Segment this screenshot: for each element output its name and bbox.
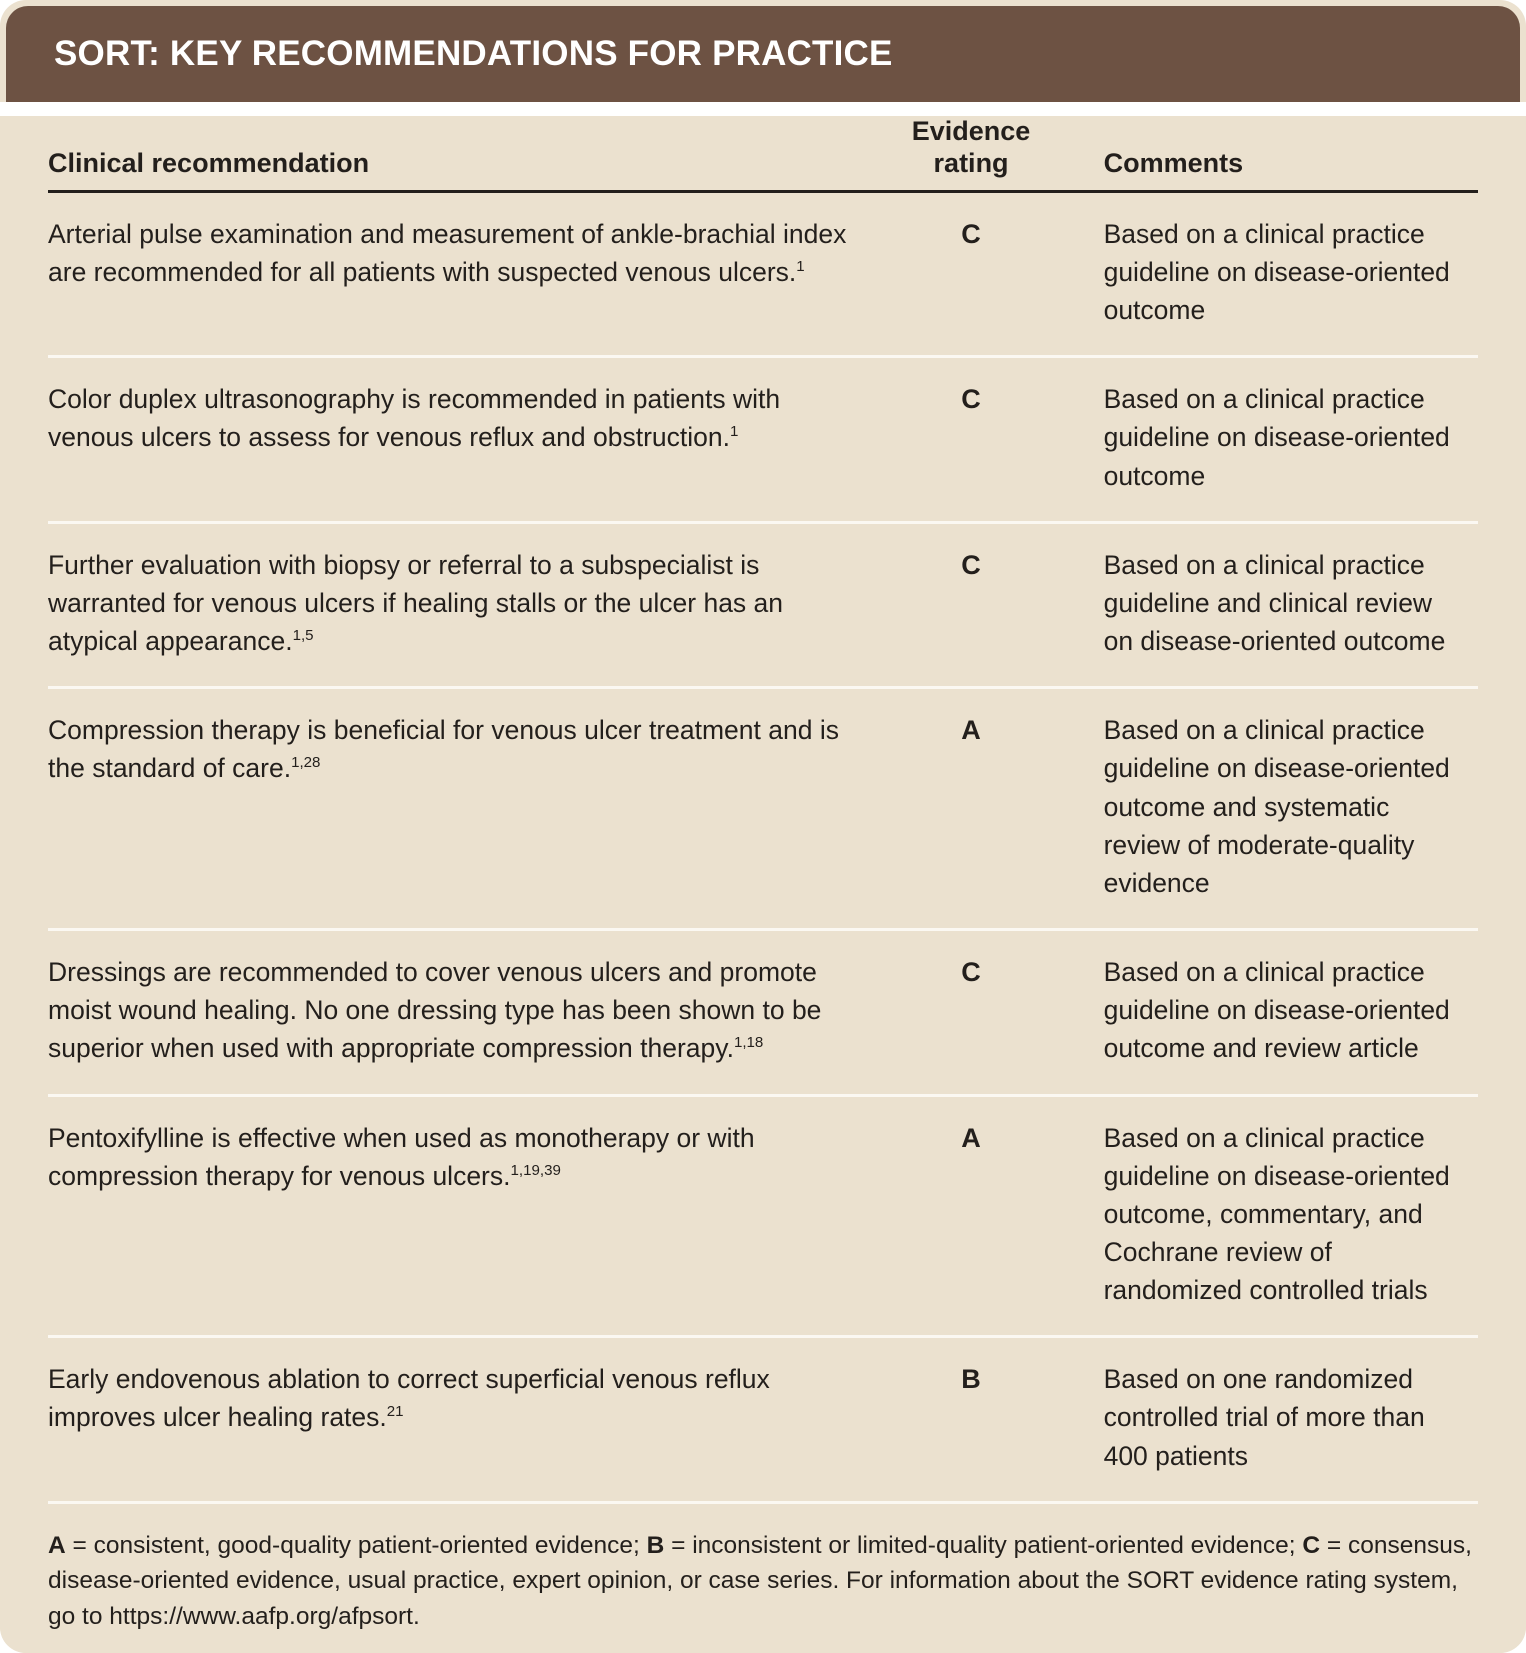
- column-header-evidence-rating-line2: rating: [933, 148, 1009, 178]
- cell-recommendation: [48, 357, 875, 522]
- cell-recommendation: [48, 930, 875, 1095]
- reference-superscript: 1: [730, 423, 739, 441]
- column-header-evidence-rating: [875, 116, 1068, 191]
- cell-evidence-rating: C: [875, 522, 1068, 687]
- cell-evidence-rating: C: [961, 218, 981, 249]
- table-row: [48, 930, 1478, 1095]
- cell-evidence-rating: B: [875, 1337, 1068, 1501]
- table-rows: [48, 191, 1478, 1500]
- cell-recommendation: [48, 1337, 875, 1501]
- cell-comment: Based on a clinical practice guideline on disease-oriented outcome, commentary, and Cochrane review of randomized controlled trials: [1068, 1095, 1478, 1337]
- table-body: [0, 116, 1526, 1653]
- reference-superscript: 1,18: [733, 1034, 764, 1052]
- cell-comment: Based on a clinical practice guideline and clinical review on disease-oriented outcome: [1068, 522, 1478, 687]
- cell-recommendation: [48, 191, 875, 356]
- table-row: [48, 522, 1478, 687]
- recommendation-text: Arterial pulse examination and measurement of ankle-brachial index are recommended for all patients with suspected venous ulcers.: [48, 218, 847, 288]
- column-header-comments: [1068, 116, 1478, 191]
- recommendation-text: Compression therapy is beneficial for venous ulcer treatment and is the standard of care.: [48, 715, 839, 784]
- cell-evidence-rating: C: [875, 357, 1068, 522]
- table-row: [48, 191, 1478, 356]
- table-head: [48, 116, 1478, 191]
- table-row: [48, 1095, 1478, 1337]
- footnote-label-b: B: [646, 1531, 665, 1559]
- recommendation-text: Pentoxifylline is effective when used as monotherapy or with compression therapy for venous ulcers.: [48, 1122, 755, 1191]
- footnote-text-a: = consistent, good-quality patient-oriented evidence;: [65, 1531, 647, 1559]
- table-header-band: [6, 6, 1520, 102]
- column-header-recommendation: [48, 116, 875, 191]
- column-header-comments-label: Comments: [1103, 148, 1244, 178]
- recommendation-text: Dressings are recommended to cover venous ulcers and promote moist wound healing. No one dressing type has been shown to be superior when used with appropriate compression therapy.: [48, 957, 822, 1064]
- recommendations-table: [48, 116, 1478, 1501]
- recommendation-text: Early endovenous ablation to correct superficial venous reflux improves ulcer healing rates.: [48, 1364, 770, 1433]
- recommendation-text: Color duplex ultrasonography is recommended in patients with venous ulcers to assess for venous reflux and obstruction.: [48, 384, 781, 453]
- table-row: [48, 688, 1478, 930]
- cell-recommendation: [48, 522, 875, 687]
- column-header-recommendation-label: Clinical recommendation: [48, 148, 370, 178]
- cell-comment: Based on a clinical practice guideline on disease-oriented outcome and review article: [1068, 930, 1478, 1095]
- cell-comment: Based on a clinical practice guideline on disease-oriented outcome: [1103, 218, 1450, 326]
- cell-recommendation: [48, 688, 875, 930]
- footnote-label-c: C: [1302, 1531, 1321, 1559]
- cell-comment: Based on a clinical practice guideline on disease-oriented outcome and systematic review of moderate-quality evidence: [1068, 688, 1478, 930]
- page-title: SORT: KEY RECOMMENDATIONS FOR PRACTICE: [54, 34, 893, 73]
- footnote-label-a: A: [48, 1531, 66, 1559]
- reference-superscript: 1: [796, 258, 805, 276]
- table-header-row: [48, 116, 1478, 191]
- header-divider: [0, 102, 1526, 116]
- footnote-text-c: = consensus, disease-oriented evidence, usual practice, expert opinion, or case series. For information about the SORT evidence rating system, go to https://www.aafp.org/afpsort.: [48, 1531, 1472, 1630]
- table-row: [48, 357, 1478, 522]
- cell-evidence-rating: A: [875, 1095, 1068, 1337]
- cell-comment: Based on a clinical practice guideline on disease-oriented outcome: [1068, 357, 1478, 522]
- cell-evidence-rating: A: [875, 688, 1068, 930]
- reference-superscript: 1,28: [291, 754, 321, 772]
- recommendation-text: Further evaluation with biopsy or referral to a subspecialist is warranted for venous ulcers if healing stalls or the ulcer has an atypical appearance.: [48, 549, 784, 657]
- cell-evidence-rating: C: [875, 930, 1068, 1095]
- column-header-evidence-rating-line1: Evidence: [911, 116, 1031, 147]
- footnote: [48, 1504, 1478, 1635]
- table-row: [48, 1337, 1478, 1501]
- reference-superscript: 1,5: [292, 627, 314, 645]
- reference-superscript: 1,19,39: [510, 1161, 561, 1179]
- reference-superscript: 21: [386, 1403, 404, 1421]
- footnote-text-b: = inconsistent or limited-quality patient-oriented evidence;: [664, 1531, 1303, 1559]
- cell-recommendation: [48, 1095, 875, 1337]
- cell-comment: Based on one randomized controlled trial of more than 400 patients: [1068, 1337, 1478, 1501]
